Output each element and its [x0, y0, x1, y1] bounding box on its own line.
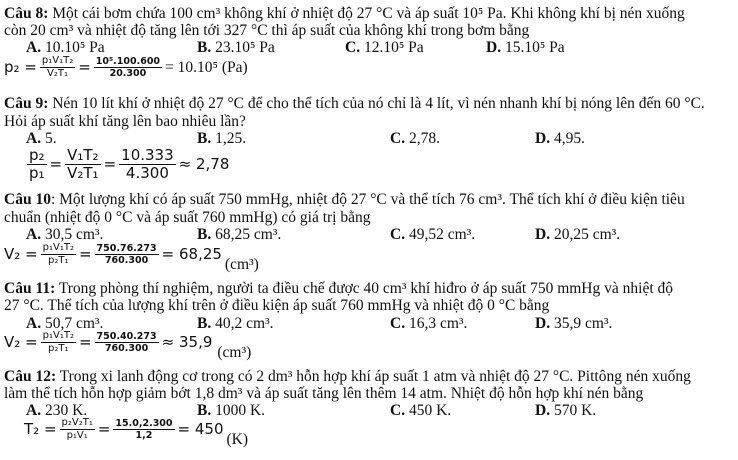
question-10-option-a: A. 30,5 cm³. — [26, 226, 104, 243]
question-8-label: Câu 8: — [4, 5, 49, 22]
question-8-line-2: còn 20 cm³ và nhiệt độ tăng lên tới 327 °C thì áp suất của không khí trong bơm bằng — [4, 22, 530, 39]
question-10-option-d: D. 20,25 cm³. — [535, 226, 621, 243]
question-11-solution: V₂ = $\frac{\text{p₁V₁T₂}}{\text{p₂T₁}}$ = $\frac{750.40.273}{760.300}$ ≈ 35,9 (cm³) — [4, 330, 252, 361]
question-12-line-2: làm thể tích hỗn hợp giảm bớt 1,8 dm³ và áp suất tăng lên thêm 14 atm. Nhiệt độ hỗn hợp khí nén bằng — [4, 385, 644, 402]
question-9-solution: $\frac{\text{p₂}}{\text{p₁}}$ = $\frac{\text{V₁T₂}}{\text{V₂T₁}}$ = $\frac{10.333}{4.300}$ ≈ 2,78 — [29, 146, 230, 182]
question-10-option-c: C. 49,52 cm³. — [390, 226, 476, 243]
question-10-line-2: chuẩn (nhiệt độ 0 °C và áp suất 760 mmHg) có giá trị bằng — [4, 209, 371, 226]
question-11-label: Câu 11: — [4, 280, 56, 297]
question-12-option-d: D. 570 K. — [535, 402, 597, 419]
question-8-solution: p₂ = $\frac{\text{p₁V₁T₂}}{\text{V₂T₁}}$ = $\frac{\text{10⁵.100.600}}{20.300}$ = 10.10⁵ (Pa) — [4, 55, 248, 79]
question-9-option-b: B. 1,25. — [197, 130, 247, 147]
question-10-label: Câu 10 — [4, 191, 51, 208]
question-11-option-b: B. 40,2 cm³. — [197, 315, 274, 332]
question-12-line-1: Câu 12: Trong xi lanh động cơ trong có 2 dm³ hỗn hợp khí áp suất 1 atm và nhiệt độ 27 °C. Pittông nén xuống — [4, 368, 691, 385]
question-10-line-1: Câu 10: Một lượng khí có áp suất 750 mmHg, nhiệt độ 27 °C và thể tích 76 cm³. Thể tích khí ở điều kiện tiêu — [4, 191, 685, 208]
question-8-option-b: B. 23.10⁵ Pa — [197, 39, 275, 56]
question-8-line-1 — [4, 6, 685, 22]
question-9-option-a: A. 5. — [26, 130, 57, 147]
question-12-option-a: A. 230 K. — [26, 402, 88, 419]
question-12-option-c: C. 450 K. — [390, 402, 452, 419]
question-10-option-b: B. 68,25 cm³. — [197, 226, 282, 243]
question-11-option-d: D. 35,9 cm³. — [535, 315, 613, 332]
question-9-line-1: Câu 9: Nén 10 lít khí ở nhiệt độ 27 °C để cho thể tích của nó chỉ là 4 lít, vì nén nhanh khí bị nóng lên đến 60 °C. — [4, 95, 705, 112]
question-11-option-a: A. 50,7 cm³. — [26, 315, 104, 332]
question-8-text-1: Một cái bơm chứa 100 cm³ không khí ở nhiệt độ 27 °C và áp suất 10⁵ Pa. Khi không khí bị nén xuống — [48, 5, 685, 22]
question-11-line-1: Câu 11: Trong phòng thí nghiệm, người ta điều chế được 40 cm³ khí hiđro ở áp suất 750 mmHg và nhiệt độ — [4, 280, 674, 297]
question-12-option-b: B. 1000 K. — [197, 402, 266, 419]
question-9-option-c: C. 2,78. — [390, 130, 440, 147]
question-12-label: Câu 12: — [4, 368, 57, 385]
question-9-line-2: Hỏi áp suất khí tăng lên bao nhiêu lần? — [4, 113, 246, 130]
question-8-option-d: D. 15.10⁵ Pa — [486, 39, 565, 56]
question-9-option-d: D. 4,95. — [535, 130, 585, 147]
question-8-option-a: A. 10.10⁵ Pa — [26, 39, 105, 56]
question-9-label: Câu 9: — [4, 95, 49, 112]
question-11-option-c: C. 16,3 cm³. — [390, 315, 468, 332]
question-10-solution: V₂ = $\frac{\text{p₁V₁T₂}}{\text{p₂T₁}}$ = $\frac{750.76.273}{760.300}$ = 68,25 (cm³) — [4, 242, 259, 273]
question-11-line-2: 27 °C. Thể tích của lượng khí trên ở điều kiện áp suất 760 mmHg và nhiệt độ 0 °C bằng — [4, 297, 550, 314]
question-12-solution: T₂ = $\frac{\text{p₂V₂T₁}}{\text{p₁V₁}}$ = $\frac{15.0,2.300}{1,2}$ = 450 (K) — [24, 417, 249, 448]
question-8-option-c: C. 12.10⁵ Pa — [345, 39, 424, 56]
